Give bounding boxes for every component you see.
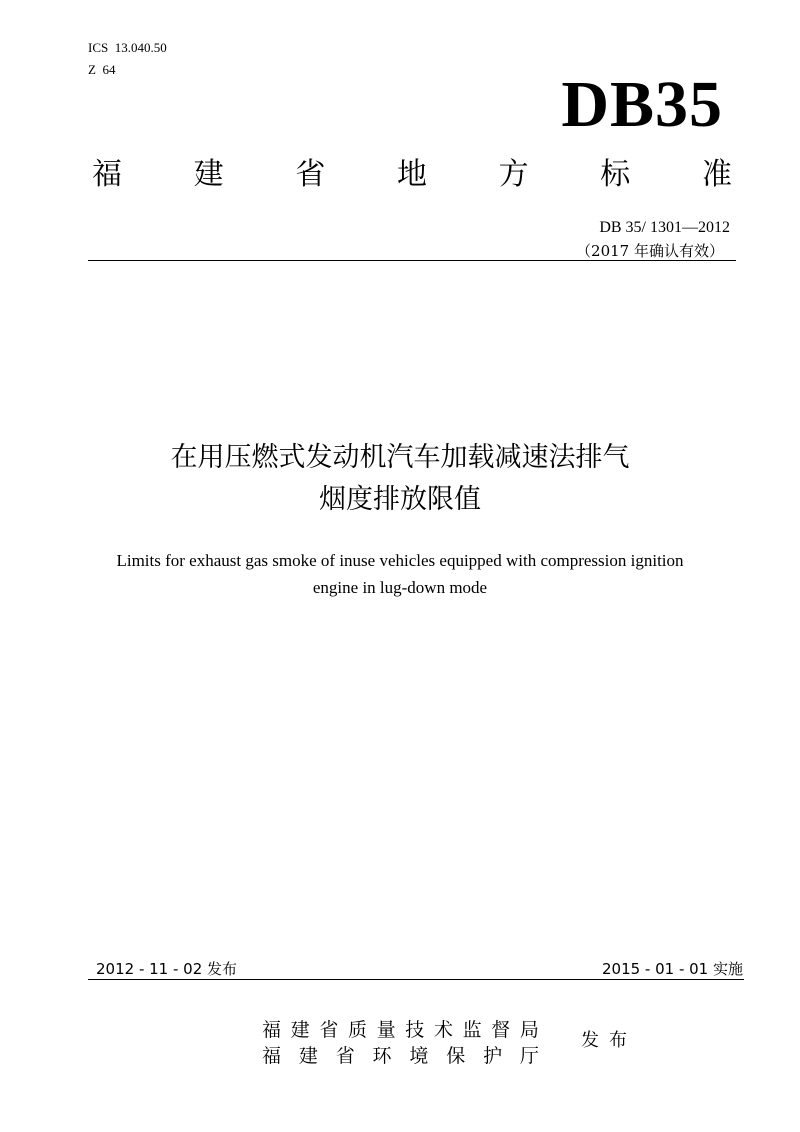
issue-verb: 发布 bbox=[581, 1030, 637, 1051]
issuer-char: 督 bbox=[491, 1019, 511, 1041]
title-en-line1: Limits for exhaust gas smoke of inuse vehicles equipped with compression ignition bbox=[116, 551, 684, 570]
issuer-char: 护 bbox=[483, 1045, 503, 1067]
implementation-date: 2015 - 01 - 01 实施 bbox=[601, 960, 743, 978]
issuer-char: 监 bbox=[462, 1019, 482, 1041]
standard-type-char: 准 bbox=[701, 157, 732, 192]
db-logo: DB35 bbox=[561, 68, 723, 141]
confirmation-note: （2017 年确认有效） bbox=[576, 242, 724, 260]
title-cn-line2: 烟度排放限值 bbox=[319, 484, 481, 515]
standard-type-char: 标 bbox=[600, 157, 631, 192]
header-divider bbox=[88, 260, 736, 261]
issuer-char: 建 bbox=[298, 1045, 318, 1067]
issuer-char: 福 bbox=[262, 1019, 282, 1041]
title-cn-line1: 在用压燃式发动机汽车加载减速法排气 bbox=[170, 442, 630, 473]
issuer-line1 bbox=[262, 1017, 539, 1043]
standard-type-char: 福 bbox=[92, 157, 122, 192]
issuer-char: 局 bbox=[519, 1019, 539, 1041]
standard-number: DB 35/ 1301—2012 bbox=[599, 219, 730, 236]
issuer-char: 省 bbox=[335, 1045, 355, 1067]
standard-type-char: 地 bbox=[396, 157, 427, 192]
issuer-char: 福 bbox=[262, 1045, 282, 1067]
standard-type-char: 建 bbox=[193, 157, 224, 192]
standard-type-char: 省 bbox=[295, 157, 326, 192]
issuer-char: 境 bbox=[409, 1045, 429, 1067]
title-en-line2: engine in lug-down mode bbox=[312, 578, 488, 597]
ics-code: ICS 13.040.50 bbox=[88, 40, 167, 55]
issuer-line2 bbox=[262, 1043, 539, 1069]
issue-date: 2012 - 11 - 02 发布 bbox=[96, 960, 238, 978]
standard-type-heading bbox=[92, 155, 732, 195]
issuer-char: 保 bbox=[446, 1045, 466, 1067]
issuer-char: 术 bbox=[433, 1019, 453, 1041]
issuer-char: 环 bbox=[372, 1045, 392, 1067]
classification-code: Z 64 bbox=[88, 62, 116, 77]
standard-type-char: 方 bbox=[498, 157, 529, 192]
issuer-char: 技 bbox=[405, 1019, 425, 1041]
footer-divider bbox=[88, 979, 744, 980]
issuer-char: 厅 bbox=[519, 1045, 539, 1067]
issuer-char: 量 bbox=[376, 1019, 396, 1041]
issuer-char: 质 bbox=[347, 1019, 367, 1041]
issuer-char: 省 bbox=[319, 1019, 339, 1041]
issuer-char: 建 bbox=[290, 1019, 310, 1041]
